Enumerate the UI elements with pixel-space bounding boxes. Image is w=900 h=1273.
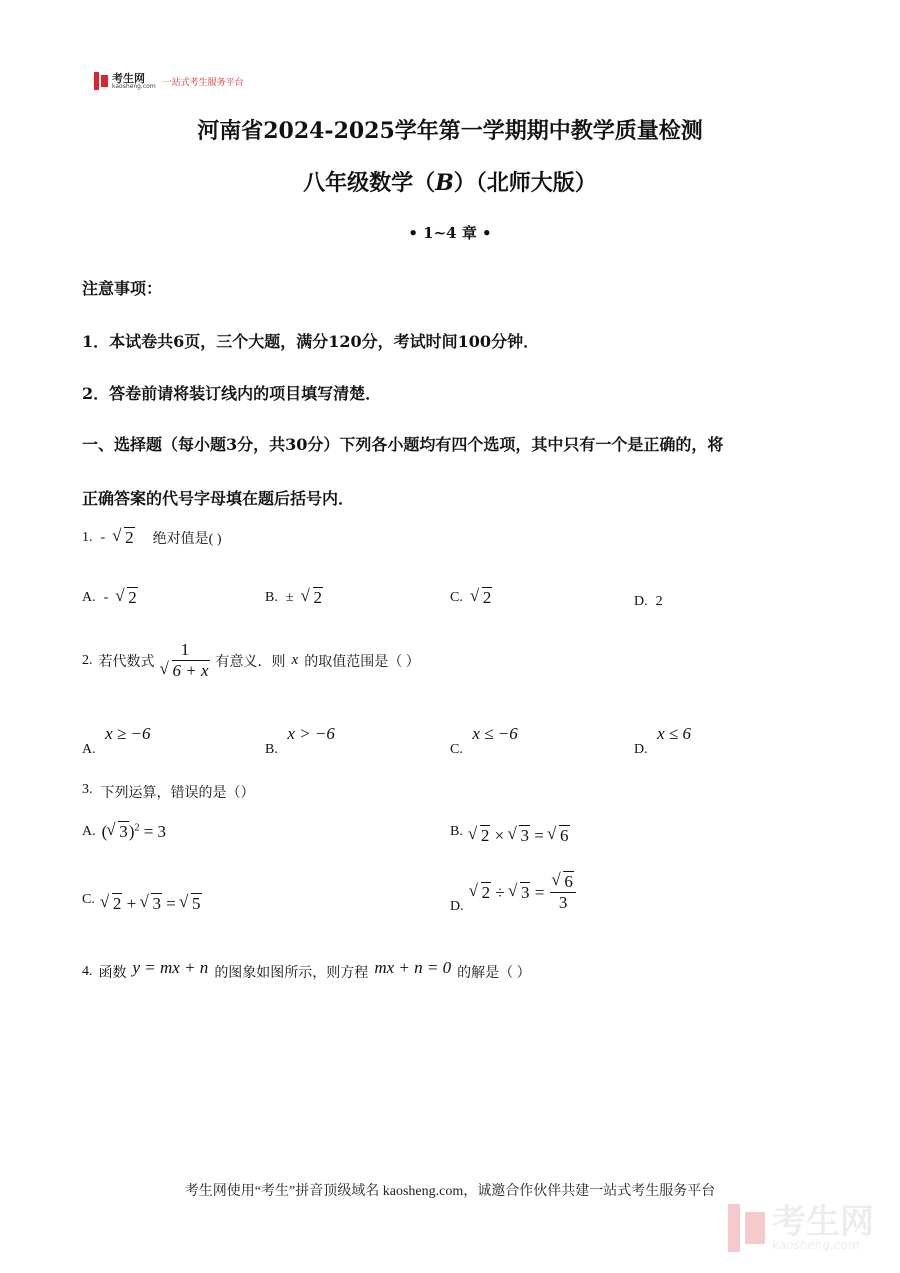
- q2-text-3: 的取值范围是（ ）: [304, 654, 420, 670]
- q2-text-1: 若代数式: [98, 654, 155, 670]
- q2-option-d[interactable]: [634, 724, 692, 757]
- option-value: 2: [655, 594, 663, 609]
- q2-option-c[interactable]: [450, 724, 518, 757]
- option-sqrt: [116, 588, 138, 608]
- page-footer: 考生网使用“考生”拼音顶级域名 kaosheng.com，诚邀合作伙伴共建一站式考生服务平台: [184, 1184, 716, 1199]
- q1-option-b[interactable]: [265, 588, 323, 608]
- q1-minus: -: [100, 530, 106, 545]
- option-op: +: [126, 894, 137, 913]
- q2-option-b[interactable]: [265, 724, 335, 757]
- q2-number: 2.: [82, 652, 93, 668]
- q1-number: 1.: [82, 530, 93, 545]
- notice-item-1: 1．本试卷共6页，三个大题，满分120分，考试时间100分钟．: [82, 332, 540, 351]
- option-radicand: 6: [564, 872, 573, 891]
- q2-frac-den: [161, 661, 210, 681]
- option-op: ×: [494, 826, 505, 845]
- q3-option-c[interactable]: [82, 894, 202, 914]
- site-logo: [94, 72, 244, 90]
- q2-frac-radicand: 6 + x: [172, 661, 209, 680]
- option-label: D.: [450, 898, 464, 914]
- option-fraction: [550, 872, 576, 913]
- notice-heading: 注意事项：: [82, 279, 163, 298]
- option-expr: [469, 826, 570, 846]
- option-radicand: 3: [119, 822, 128, 841]
- option-radicand: 2: [112, 894, 122, 913]
- option-eq: =: [534, 826, 544, 845]
- option-label: C.: [450, 742, 463, 757]
- option-radicand: 6: [560, 826, 569, 845]
- q4-expr-1: y = mx + n: [132, 958, 209, 977]
- watermark-domain: kaosheng.com: [772, 1238, 860, 1252]
- option-radicand: 5: [192, 894, 201, 913]
- option-expr: x > −6: [287, 724, 335, 743]
- watermark-logo: [728, 1204, 874, 1252]
- option-eq: =: [534, 882, 545, 902]
- subtitle-suffix: ）（北师大版）: [453, 170, 597, 196]
- option-radicand: 2: [482, 588, 492, 607]
- option-label: B.: [265, 590, 278, 605]
- q1-option-d[interactable]: [634, 594, 663, 610]
- q1-sqrt: [113, 528, 135, 548]
- q1-option-c[interactable]: [450, 588, 492, 608]
- option-radicand: 2: [128, 588, 137, 607]
- question-3: [82, 782, 255, 802]
- option-denominator: 3: [558, 893, 568, 912]
- option-label: A.: [82, 824, 96, 839]
- logo-mark-icon: [94, 72, 108, 90]
- option-label: B.: [265, 742, 278, 757]
- q2-option-a[interactable]: [82, 724, 151, 757]
- q3-text: 下列运算，错误的是（）: [100, 786, 255, 801]
- section-1-intro-line2: 正确答案的代号字母填在题后括号内．: [82, 489, 355, 508]
- option-label: C.: [450, 590, 463, 605]
- option-radicand: 3: [520, 882, 530, 902]
- logo-slogan: 一站式考生服务平台: [162, 77, 244, 88]
- q4-expr-2: mx + n = 0: [374, 958, 452, 977]
- question-1: [82, 528, 222, 548]
- q2-var: x: [291, 652, 299, 668]
- q3-option-d[interactable]: [450, 872, 576, 913]
- option-expr: x ≤ −6: [472, 724, 518, 743]
- option-expr: x ≥ −6: [105, 724, 151, 743]
- option-radicand: 2: [481, 882, 491, 902]
- notice-item-2: 2．答卷前请将装订线内的项目填写清楚．: [82, 384, 382, 403]
- option-expr: (√ 3)$^2$ = 3: [102, 822, 166, 842]
- option-radicand: 2: [313, 588, 323, 607]
- watermark-mark-icon: [728, 1204, 766, 1252]
- option-label: D.: [634, 594, 648, 609]
- option-exponent: 2: [134, 822, 140, 834]
- option-label: D.: [634, 742, 648, 757]
- option-label: B.: [450, 824, 463, 839]
- option-expr: [470, 883, 545, 903]
- logo-name: 考生网: [112, 71, 145, 85]
- exam-subtitle: [0, 166, 900, 197]
- option-expr: [101, 894, 202, 914]
- q3-option-b[interactable]: [450, 826, 570, 846]
- section-1-intro-line1: 一、选择题（每小题3分，共30分）下列各小题均有四个选项，其中只有一个是正确的，将: [82, 435, 724, 454]
- q3-number: 3.: [82, 782, 93, 797]
- option-radicand: 3: [520, 826, 529, 845]
- q1-option-a[interactable]: [82, 588, 138, 608]
- option-op: ÷: [495, 882, 505, 902]
- q4-number: 4.: [82, 964, 93, 979]
- question-4: [82, 958, 531, 982]
- logo-domain: kaosheng.com: [112, 82, 156, 90]
- q4-text-3: 的解是（ ）: [457, 966, 531, 981]
- chapter-range: • 1~4 章 •: [408, 224, 492, 242]
- option-label: A.: [82, 590, 96, 605]
- q2-text-2: 有意义．则: [215, 654, 286, 670]
- question-2: [82, 640, 420, 681]
- exam-title: 河南省2024-2025学年第一学期期中教学质量检测: [197, 118, 703, 144]
- q2-frac-num: 1: [180, 640, 190, 659]
- option-radicand: 3: [152, 894, 161, 913]
- option-eq: =: [166, 894, 176, 913]
- watermark-name: 考生网: [772, 1202, 874, 1242]
- q2-fraction: [161, 640, 210, 681]
- option-radicand: 2: [480, 826, 490, 845]
- option-expr: x ≤ 6: [657, 724, 692, 743]
- subtitle-prefix: 八年级数学（: [303, 170, 436, 196]
- subtitle-b: B: [435, 170, 454, 196]
- q1-text: 绝对值是( ): [152, 532, 222, 547]
- q3-option-a[interactable]: [82, 822, 166, 842]
- option-sqrt: [302, 588, 324, 608]
- option-sign: -: [103, 590, 109, 605]
- option-sign: ±: [285, 590, 294, 605]
- option-label: A.: [82, 742, 96, 757]
- q1-radicand: 2: [125, 528, 134, 547]
- q4-text-2: 的图象如图所示，则方程: [214, 966, 369, 981]
- q4-text-1: 函数: [98, 966, 127, 981]
- option-rhs: = 3: [143, 822, 167, 841]
- option-label: C.: [82, 892, 95, 907]
- option-sqrt: [471, 588, 493, 608]
